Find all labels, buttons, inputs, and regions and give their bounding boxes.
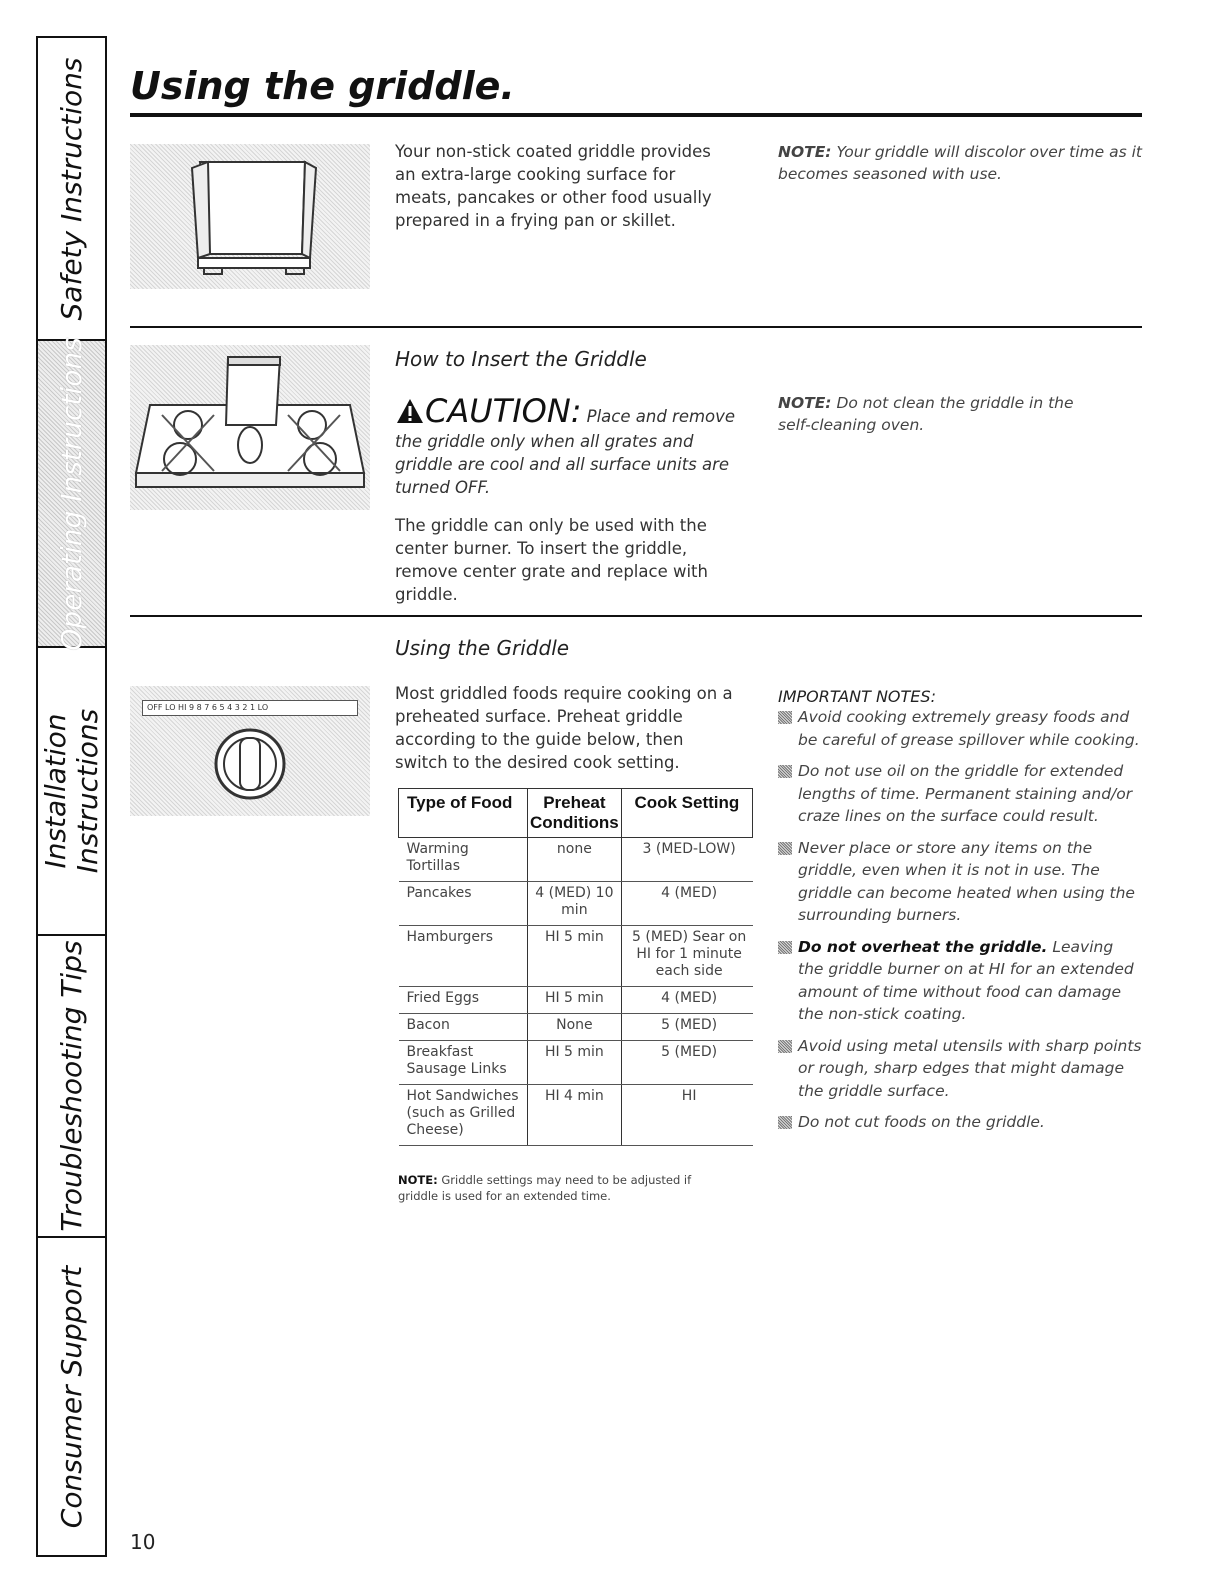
insert-body: The griddle can only be used with the center burner. To insert the griddle, remove center grate and replace with griddle. [395,516,708,604]
preheat-cell: HI 5 min [528,1041,622,1085]
tab-consumer-support[interactable] [38,1238,105,1555]
food-cell: Pancakes [399,882,528,926]
table-row [399,926,753,987]
bullet-icon [778,941,792,954]
preheat-cell: HI 5 min [528,987,622,1014]
cook-cell: 5 (MED) [621,1014,752,1041]
cook-cell: 5 (MED) Sear on HI for 1 minute each side [621,926,752,987]
table-row [399,838,753,882]
title-rule [130,113,1142,117]
intro-note [778,141,1143,185]
preheat-cell: HI 5 min [528,926,622,987]
caution-inline: Place and remove [586,407,736,426]
note-text: Your griddle will discolor over time as it becomes seasoned with use. [778,143,1142,183]
bullet-icon [778,1116,792,1129]
list-item: Do not overheat the griddle. Leaving the griddle burner on at HI for an extended amount of time without food can damage the non-stick coating. [778,936,1143,1026]
food-cell: Hamburgers [399,926,528,987]
list-item: Avoid cooking extremely greasy foods and be careful of grease spillover while cooking. [778,706,1143,751]
using-heading: Using the Griddle [395,636,570,660]
using-body: Most griddled foods require cooking on a preheated surface. Preheat griddle according to the guide below, then switch to the desired cook setting. [395,684,733,772]
page-number: 10 [130,1530,156,1554]
section-divider [130,326,1142,328]
griddle-drawing [130,144,370,289]
table-row [399,882,753,926]
note-text: Griddle settings may need to be adjusted if griddle is used for an extended time. [398,1173,692,1203]
important-list [778,706,1143,1134]
cook-cell: 5 (MED) [621,1041,752,1085]
cook-cell: HI [621,1085,752,1146]
bullet-icon [778,711,792,724]
list-item: Avoid using metal utensils with sharp points or rough, sharp edges that might damage the griddle surface. [778,1035,1143,1103]
tab-label: Operating Instructions [54,336,88,651]
table-header-row [399,789,753,838]
food-cell: Breakfast Sausage Links [399,1041,528,1085]
table-row [399,1085,753,1146]
warning-icon [395,397,425,429]
tab-installation-instructions[interactable] [38,648,105,936]
caution-block [395,392,755,499]
table-note [398,1172,728,1204]
food-cell: Bacon [399,1014,528,1041]
cooktop-illustration [130,345,370,510]
note-text: Do not clean the griddle in the self-cleaning oven. [778,394,1074,434]
knob-scale: OFF LO HI 9 8 7 6 5 4 3 2 1 LO [142,700,358,716]
cook-cell: 4 (MED) [621,987,752,1014]
tab-safety-instructions[interactable] [38,38,105,341]
tab-troubleshooting-tips[interactable] [38,936,105,1238]
table-row [399,1041,753,1085]
column-header: Preheat Conditions [528,789,622,838]
bullet-icon [778,842,792,855]
bullet-icon [778,1040,792,1053]
food-cell: Fried Eggs [399,987,528,1014]
preheat-cell: none [528,838,622,882]
intro-text: Your non-stick coated griddle provides an extra-large cooking surface for meats, pancakes or other food usually prepared in a frying pan or skillet. [395,142,712,230]
insert-heading: How to Insert the Griddle [395,347,647,371]
griddle-illustration [130,144,370,289]
page-title: Using the griddle. [130,64,515,108]
food-cell: Warming Tortillas [399,838,528,882]
list-item: Never place or store any items on the griddle, even when it is not in use. The griddle can become heated when using the surrounding burners. [778,837,1143,927]
preheat-cell: 4 (MED) 10 min [528,882,622,926]
caution-text: the griddle only when all grates and griddle are cool and all surface units are turned OFF. [395,432,730,497]
list-item: Do not cut foods on the griddle. [778,1111,1143,1134]
important-heading: IMPORTANT NOTES: [778,687,936,706]
table-row [399,987,753,1014]
column-header: Type of Food [399,789,528,838]
cook-cell: 4 (MED) [621,882,752,926]
section-tabs [36,36,107,1557]
section-divider [130,615,1142,617]
table-row [399,1014,753,1041]
tab-operating-instructions[interactable] [38,336,105,651]
cook-cell: 3 (MED-LOW) [621,838,752,882]
tab-label: Installation Instructions [38,708,104,874]
list-item: Do not use oil on the griddle for extended lengths of time. Permanent staining and/or craze lines on the surface could result. [778,760,1143,828]
tab-label: Safety Instructions [54,57,88,320]
knob-illustration [130,686,370,816]
note-label: NOTE: [778,394,832,412]
preheat-cell: None [528,1014,622,1041]
tab-label: Consumer Support [54,1265,88,1528]
important-notes [778,687,1143,1143]
caution-label: CAUTION: [425,392,582,430]
insert-note [778,392,1078,436]
control-knob-icon [130,686,370,816]
column-header: Cook Setting [621,789,752,838]
bullet-icon [778,765,792,778]
note-label: NOTE: [398,1173,438,1187]
food-cell: Hot Sandwiches (such as Grilled Cheese) [399,1085,528,1146]
preheat-table [398,788,753,1146]
note-label: NOTE: [778,143,832,161]
cooktop-drawing [130,345,370,510]
preheat-cell: HI 4 min [528,1085,622,1146]
tab-label: Troubleshooting Tips [54,940,88,1232]
